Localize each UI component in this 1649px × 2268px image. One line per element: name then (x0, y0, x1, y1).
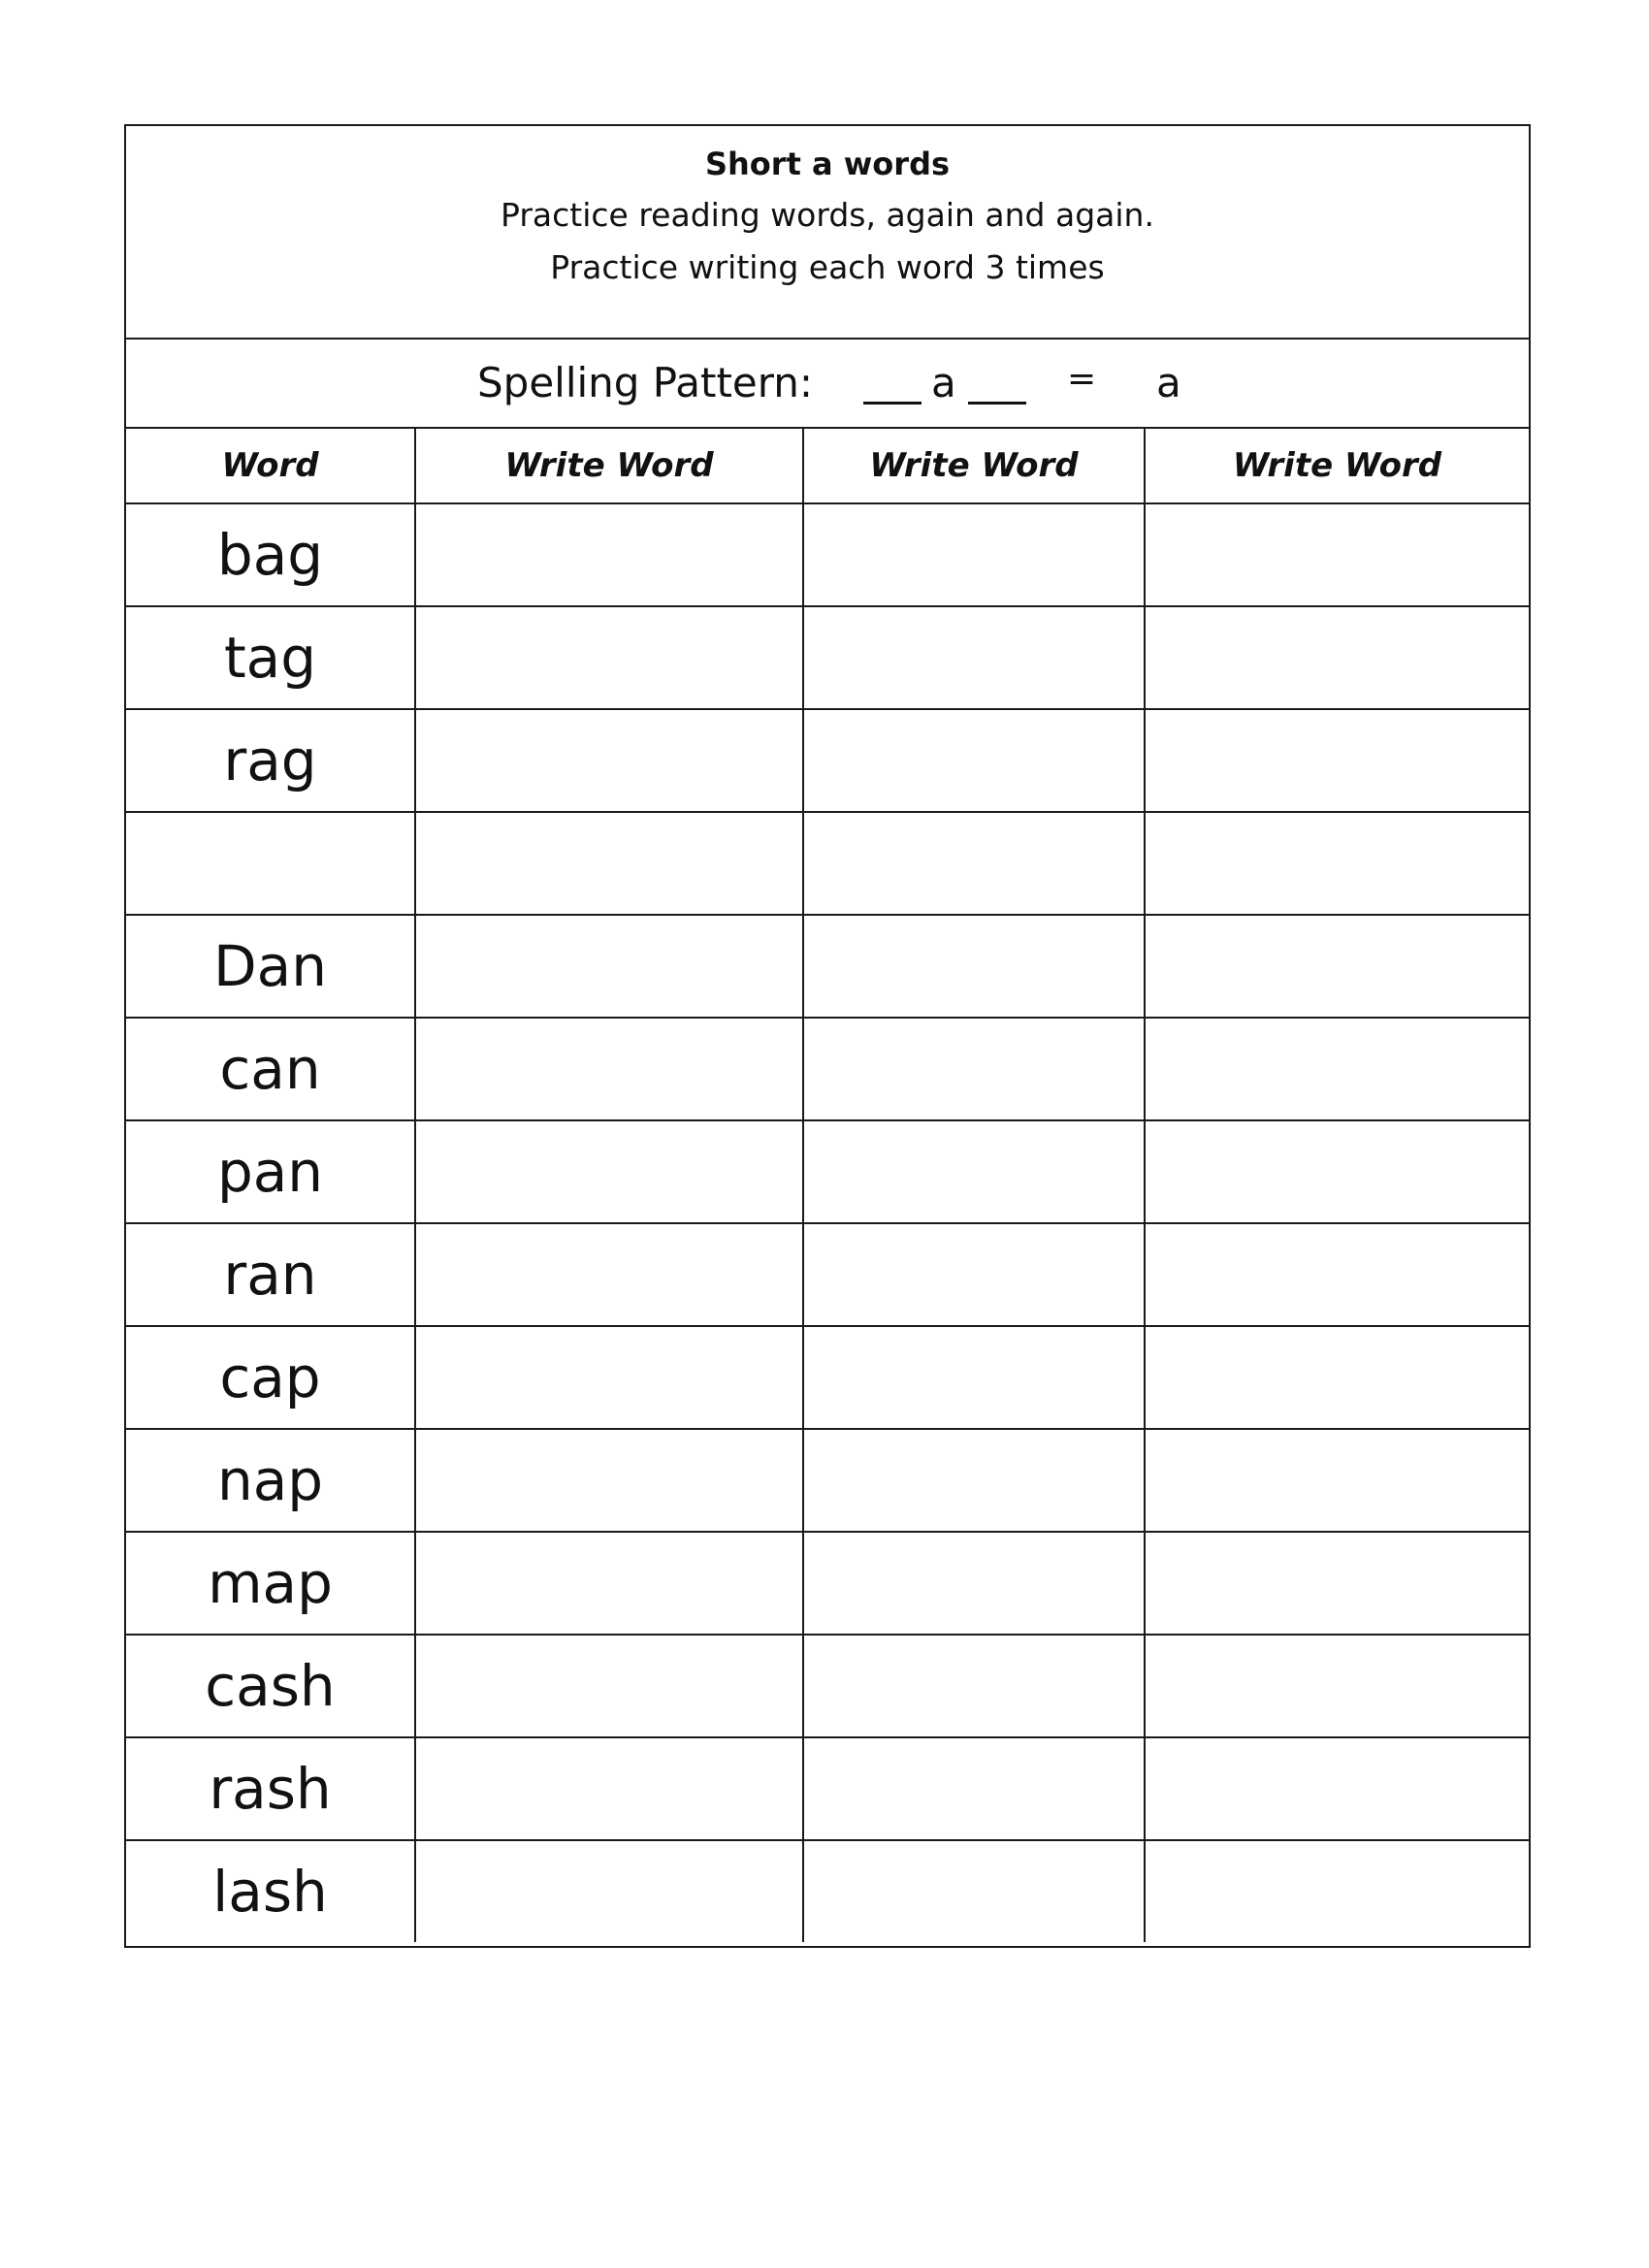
write-word-cell[interactable] (1145, 915, 1529, 1018)
word-cell: pan (126, 1120, 415, 1223)
pattern-letter: a (931, 359, 956, 406)
pattern-equals: = (1067, 359, 1097, 399)
write-word-cell[interactable] (1145, 1635, 1529, 1737)
instruction-writing: Practice writing each word 3 times (550, 248, 1105, 286)
write-word-cell[interactable] (415, 1429, 803, 1532)
write-word-cell[interactable] (803, 1429, 1145, 1532)
word-cell: lash (126, 1840, 415, 1942)
table-row (126, 1326, 1529, 1429)
write-word-cell[interactable] (1145, 606, 1529, 709)
write-word-cell[interactable] (1145, 709, 1529, 812)
write-word-cell[interactable] (415, 503, 803, 606)
write-word-cell[interactable] (415, 915, 803, 1018)
table-row (126, 606, 1529, 709)
word-cell: map (126, 1532, 415, 1635)
write-word-cell[interactable] (803, 915, 1145, 1018)
table-row (126, 1018, 1529, 1120)
spelling-pattern-label: Spelling Pattern: (477, 359, 814, 406)
write-word-cell[interactable] (1145, 1429, 1529, 1532)
column-header-write-2: Write Word (803, 429, 1145, 503)
pattern-blank-right (968, 359, 1026, 405)
worksheet-title: Short a words (704, 146, 951, 182)
word-cell (126, 812, 415, 915)
column-header-word: Word (126, 429, 415, 503)
write-word-cell[interactable] (803, 503, 1145, 606)
word-cell: Dan (126, 915, 415, 1018)
word-cell: rash (126, 1737, 415, 1840)
write-word-cell[interactable] (415, 1018, 803, 1120)
write-word-cell[interactable] (803, 1635, 1145, 1737)
write-word-cell[interactable] (415, 1840, 803, 1942)
write-word-cell[interactable] (803, 1018, 1145, 1120)
write-word-cell[interactable] (415, 1120, 803, 1223)
word-practice-table (126, 429, 1529, 1942)
write-word-cell[interactable] (1145, 1532, 1529, 1635)
word-cell: rag (126, 709, 415, 812)
write-word-cell[interactable] (1145, 1018, 1529, 1120)
column-header-write-3: Write Word (1145, 429, 1529, 503)
write-word-cell[interactable] (415, 1223, 803, 1326)
write-word-cell[interactable] (1145, 1223, 1529, 1326)
word-cell: can (126, 1018, 415, 1120)
table-row (126, 1223, 1529, 1326)
write-word-cell[interactable] (803, 812, 1145, 915)
table-row (126, 1840, 1529, 1942)
word-cell: cap (126, 1326, 415, 1429)
write-word-cell[interactable] (415, 1737, 803, 1840)
table-row (126, 812, 1529, 915)
write-word-cell[interactable] (415, 606, 803, 709)
word-cell: cash (126, 1635, 415, 1737)
write-word-cell[interactable] (415, 1635, 803, 1737)
pattern-blank-left (863, 359, 922, 405)
table-header-row (126, 429, 1529, 503)
table-row (126, 1635, 1529, 1737)
table-row (126, 503, 1529, 606)
table-row (126, 1429, 1529, 1532)
write-word-cell[interactable] (1145, 503, 1529, 606)
write-word-cell[interactable] (1145, 1120, 1529, 1223)
write-word-cell[interactable] (803, 1120, 1145, 1223)
column-header-write-1: Write Word (415, 429, 803, 503)
spelling-pattern-row (126, 340, 1529, 429)
write-word-cell[interactable] (1145, 812, 1529, 915)
write-word-cell[interactable] (803, 1737, 1145, 1840)
table-row (126, 915, 1529, 1018)
table-row (126, 1532, 1529, 1635)
write-word-cell[interactable] (803, 709, 1145, 812)
write-word-cell[interactable] (803, 1223, 1145, 1326)
write-word-cell[interactable] (1145, 1326, 1529, 1429)
table-row (126, 1120, 1529, 1223)
worksheet-header (126, 126, 1529, 340)
write-word-cell[interactable] (415, 812, 803, 915)
pattern-result: a (1156, 359, 1181, 406)
write-word-cell[interactable] (1145, 1840, 1529, 1942)
write-word-cell[interactable] (415, 1326, 803, 1429)
write-word-cell[interactable] (415, 1532, 803, 1635)
word-cell: tag (126, 606, 415, 709)
write-word-cell[interactable] (1145, 1737, 1529, 1840)
table-row (126, 1737, 1529, 1840)
worksheet (124, 124, 1531, 1948)
word-cell: ran (126, 1223, 415, 1326)
write-word-cell[interactable] (803, 606, 1145, 709)
instruction-reading: Practice reading words, again and again. (501, 196, 1154, 234)
write-word-cell[interactable] (803, 1532, 1145, 1635)
write-word-cell[interactable] (803, 1840, 1145, 1942)
word-cell: bag (126, 503, 415, 606)
write-word-cell[interactable] (803, 1326, 1145, 1429)
table-row (126, 709, 1529, 812)
write-word-cell[interactable] (415, 709, 803, 812)
word-cell: nap (126, 1429, 415, 1532)
